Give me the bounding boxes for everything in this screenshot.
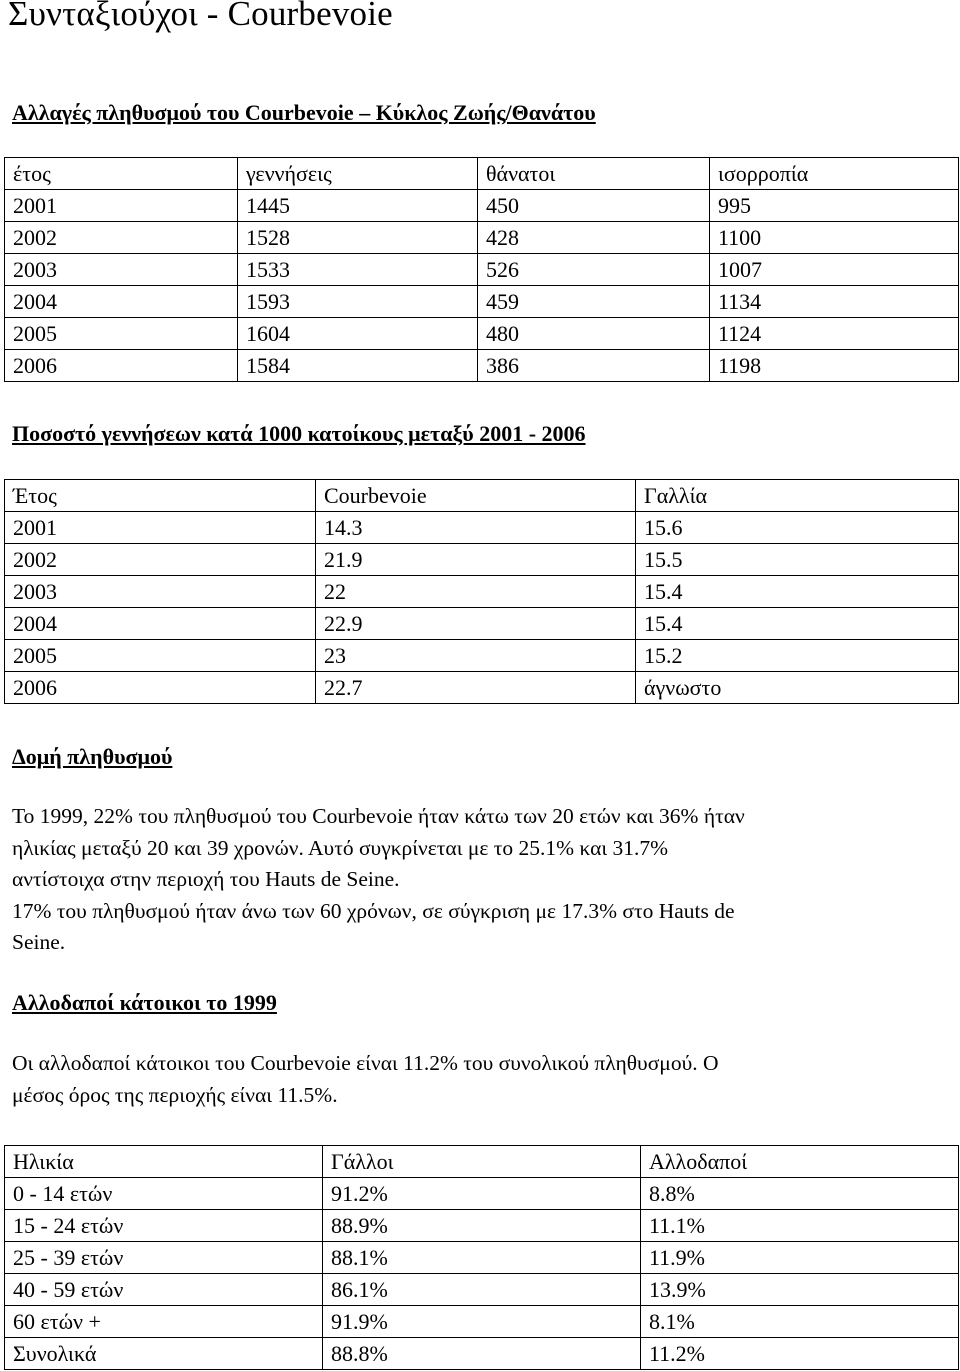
table-cell: 15.2 xyxy=(636,640,959,672)
table-cell: 15.5 xyxy=(636,544,959,576)
page-title: Συνταξιούχοι - Courbevoie xyxy=(8,0,393,33)
birth-rate-row xyxy=(5,512,959,544)
table-cell: 0 - 14 ετών xyxy=(5,1178,323,1210)
table-cell: 2005 xyxy=(5,640,316,672)
table-cell: 2002 xyxy=(5,544,316,576)
table-cell: 1134 xyxy=(710,286,959,318)
column-header: ισορροπία xyxy=(710,158,959,190)
column-header: Courbevoie xyxy=(316,480,636,512)
table-cell: άγνωστο xyxy=(636,672,959,704)
table-cell: 2003 xyxy=(5,254,238,286)
table-cell: 91.2% xyxy=(323,1178,641,1210)
table-cell: 995 xyxy=(710,190,959,222)
birth-rate-row xyxy=(5,640,959,672)
column-header: γεννήσεις xyxy=(238,158,478,190)
column-header: Ηλικία xyxy=(5,1146,323,1178)
table-cell: 450 xyxy=(478,190,710,222)
table-cell: 22.9 xyxy=(316,608,636,640)
foreign-residents-title: Αλλοδαποί κάτοικοι το 1999 xyxy=(12,990,277,1015)
table-cell: 15.4 xyxy=(636,576,959,608)
birth-rate-row xyxy=(5,544,959,576)
table-cell: 15.6 xyxy=(636,512,959,544)
table-cell: 86.1% xyxy=(323,1274,641,1306)
table-cell: 8.8% xyxy=(641,1178,959,1210)
table-cell: 21.9 xyxy=(316,544,636,576)
birth-rate-header-row xyxy=(5,480,959,512)
birth-rate-row xyxy=(5,608,959,640)
text-line: αντίστοιχα στην περιοχή του Hauts de Seine. xyxy=(12,867,400,891)
table-cell: 1198 xyxy=(710,350,959,382)
table-cell: 1445 xyxy=(238,190,478,222)
births-deaths-row xyxy=(5,222,959,254)
birth-rate-title: Ποσοστό γεννήσεων κατά 1000 κατοίκους μεταξύ 2001 - 2006 xyxy=(12,421,586,446)
table-cell: 2001 xyxy=(5,512,316,544)
table-cell: 1124 xyxy=(710,318,959,350)
table-cell: 2003 xyxy=(5,576,316,608)
birth-rate-table xyxy=(4,479,959,704)
births-deaths-row xyxy=(5,350,959,382)
table-cell: 2002 xyxy=(5,222,238,254)
text-line: Οι αλλοδαποί κάτοικοι του Courbevoie είναι 11.2% του συνολικού πληθυσμού. Ο xyxy=(12,1051,719,1075)
table-cell: 8.1% xyxy=(641,1306,959,1338)
table-cell: 91.9% xyxy=(323,1306,641,1338)
table-cell: 11.2% xyxy=(641,1338,959,1370)
table-cell: 2006 xyxy=(5,350,238,382)
table-cell: 88.8% xyxy=(323,1338,641,1370)
text-line: ηλικίας μεταξύ 20 και 39 χρονών. Αυτό συγκρίνεται με το 25.1% και 31.7% xyxy=(12,835,669,860)
births-deaths-table-body xyxy=(5,158,959,382)
table-cell: 2006 xyxy=(5,672,316,704)
foreign-residents-table-body xyxy=(5,1146,959,1370)
table-cell: 386 xyxy=(478,350,710,382)
table-cell: 1528 xyxy=(238,222,478,254)
population-structure-title: Δομή πληθυσμού xyxy=(12,744,173,769)
foreign-residents-table xyxy=(4,1145,959,1370)
text-line: μέσος όρος της περιοχής είναι 11.5%. xyxy=(12,1082,338,1107)
text-line: 17% του πληθυσμού ήταν άνω των 60 χρόνων, σε σύγκριση με 17.3% στο Hauts de xyxy=(12,898,735,923)
table-cell: 1007 xyxy=(710,254,959,286)
column-header: έτος xyxy=(5,158,238,190)
table-cell: 480 xyxy=(478,318,710,350)
births-deaths-row xyxy=(5,286,959,318)
table-cell: 22.7 xyxy=(316,672,636,704)
table-cell: 40 - 59 ετών xyxy=(5,1274,323,1306)
table-cell: 1533 xyxy=(238,254,478,286)
table-cell: 23 xyxy=(316,640,636,672)
text-line: Το 1999, 22% του πληθυσμού του Courbevoie ήταν κάτω των 20 ετών και 36% ήταν xyxy=(12,804,745,828)
table-cell: 526 xyxy=(478,254,710,286)
foreign-residents-row xyxy=(5,1306,959,1338)
table-cell: 14.3 xyxy=(316,512,636,544)
table-cell: 2001 xyxy=(5,190,238,222)
foreign-residents-row xyxy=(5,1242,959,1274)
table-cell: 1604 xyxy=(238,318,478,350)
birth-rate-table-body xyxy=(5,480,959,704)
births-deaths-header-row xyxy=(5,158,959,190)
foreign-residents-row xyxy=(5,1210,959,1242)
table-cell: 15 - 24 ετών xyxy=(5,1210,323,1242)
table-cell: 22 xyxy=(316,576,636,608)
births-deaths-row xyxy=(5,190,959,222)
birth-rate-row xyxy=(5,576,959,608)
foreign-residents-text xyxy=(12,1048,719,1111)
table-cell: 1584 xyxy=(238,350,478,382)
table-cell: Συνολικά xyxy=(5,1338,323,1370)
births-deaths-row xyxy=(5,318,959,350)
table-cell: 459 xyxy=(478,286,710,318)
column-header: Έτος xyxy=(5,480,316,512)
column-header: θάνατοι xyxy=(478,158,710,190)
table-cell: 1593 xyxy=(238,286,478,318)
column-header: Γαλλία xyxy=(636,480,959,512)
table-cell: 88.9% xyxy=(323,1210,641,1242)
table-cell: 2005 xyxy=(5,318,238,350)
table-cell: 11.1% xyxy=(641,1210,959,1242)
population-change-title: Αλλαγές πληθυσμού του Courbevoie – Κύκλος Ζωής/Θανάτου xyxy=(12,100,596,125)
foreign-residents-row xyxy=(5,1274,959,1306)
table-cell: 15.4 xyxy=(636,608,959,640)
column-header: Γάλλοι xyxy=(323,1146,641,1178)
table-cell: 13.9% xyxy=(641,1274,959,1306)
table-cell: 88.1% xyxy=(323,1242,641,1274)
column-header: Αλλοδαποί xyxy=(641,1146,959,1178)
table-cell: 60 ετών + xyxy=(5,1306,323,1338)
foreign-residents-row xyxy=(5,1338,959,1370)
table-cell: 2004 xyxy=(5,608,316,640)
text-line: Seine. xyxy=(12,930,66,954)
foreign-residents-row xyxy=(5,1178,959,1210)
table-cell: 1100 xyxy=(710,222,959,254)
births-deaths-table xyxy=(4,157,959,382)
table-cell: 11.9% xyxy=(641,1242,959,1274)
births-deaths-row xyxy=(5,254,959,286)
birth-rate-row xyxy=(5,672,959,704)
foreign-residents-header-row xyxy=(5,1146,959,1178)
table-cell: 25 - 39 ετών xyxy=(5,1242,323,1274)
table-cell: 2004 xyxy=(5,286,238,318)
table-cell: 428 xyxy=(478,222,710,254)
population-structure-text xyxy=(12,801,745,959)
